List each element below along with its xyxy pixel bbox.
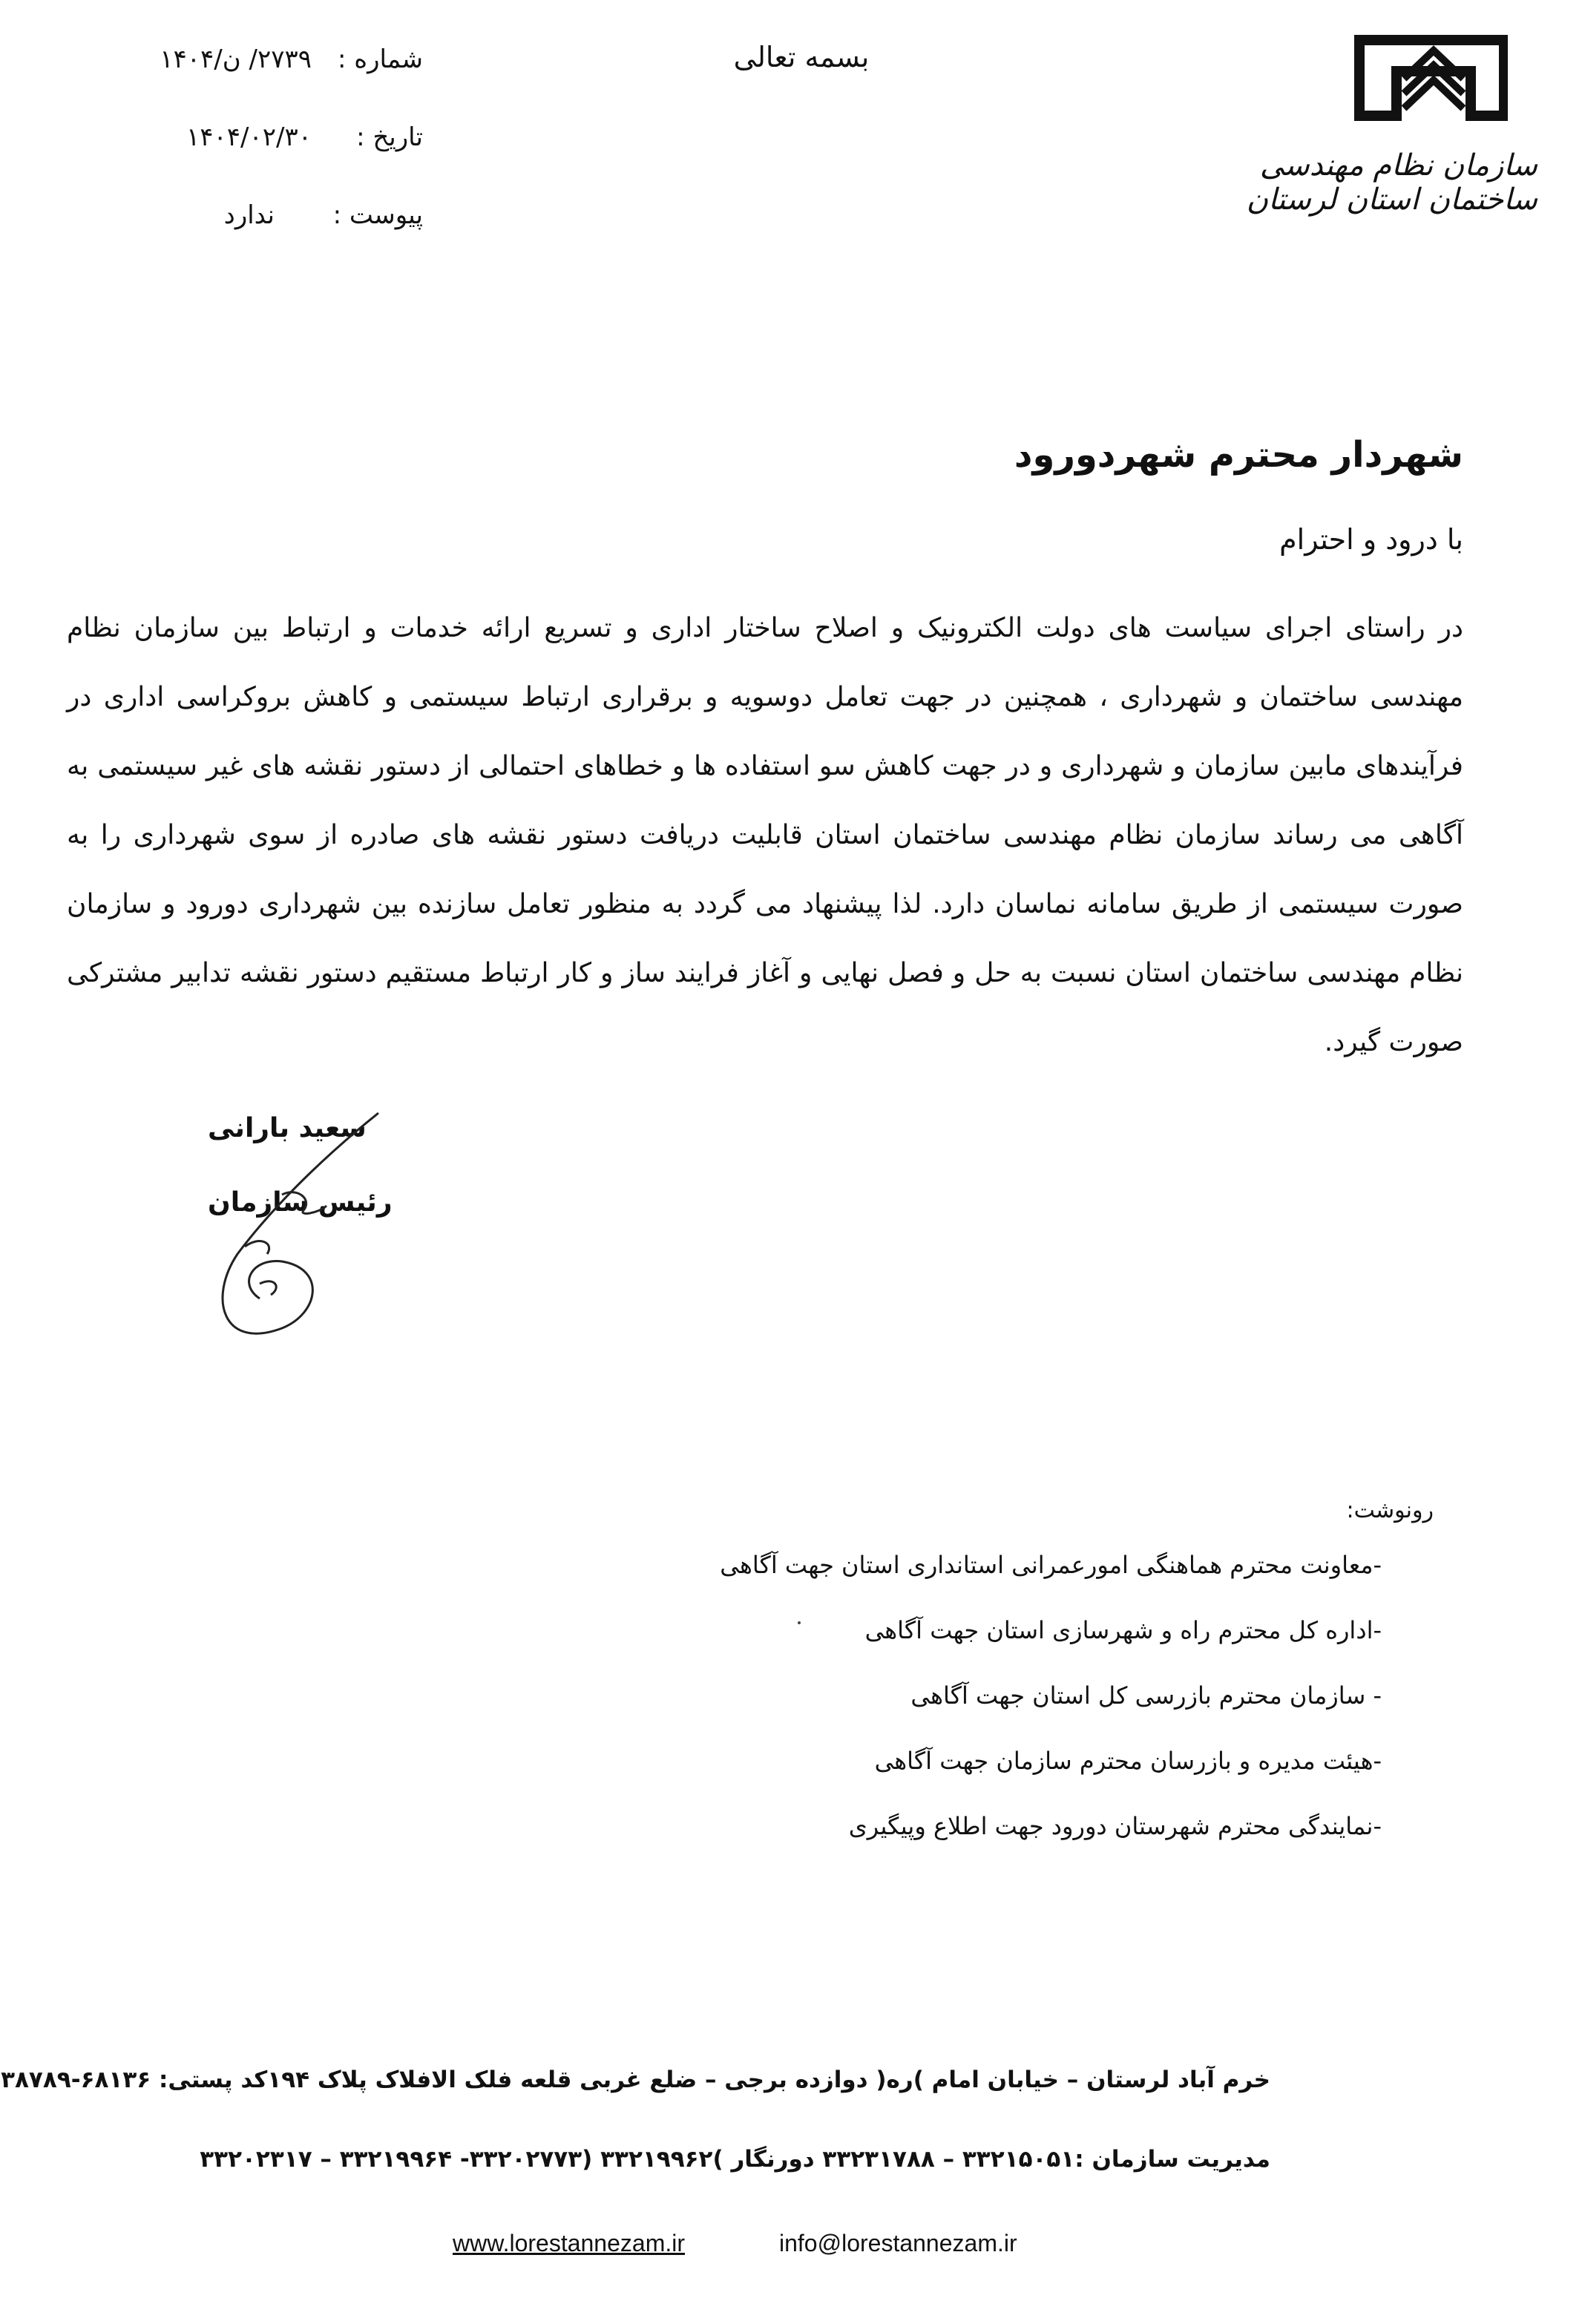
attachment-value: ندارد xyxy=(223,200,275,230)
stray-dot xyxy=(798,1621,801,1624)
recipient-heading: شهردار محترم شهردورود xyxy=(1014,434,1463,476)
footer-address: خرم آباد لرستان – خیابان امام )ره( دوازده برجی – ضلع غربی قلعه فلک الافلاک پلاک ۱۹۴کد پستی: ۶۸۱۳۶-۳۸۷۸۹ xyxy=(1,2067,1270,2093)
cc-list xyxy=(720,1551,1382,1877)
letter-attachment-row xyxy=(111,200,423,245)
cc-item: -نمایندگی محترم شهرستان دورود جهت اطلاع وپیگیری xyxy=(848,1812,1382,1840)
letter-number-row xyxy=(111,45,423,89)
letter-body: در راستای اجرای سیاست های دولت الکترونیک و اصلاح ساختار اداری و تسریع ارائه خدمات و ارتباط بین سازمان نظام مهندسی ساختمان و شهرداری ، همچنین در جهت تعامل دوسویه و برقراری ارتباط سیستمی و کاهش بروکراسی اداری در فرآیندهای مابین سازمان و شهرداری و در جهت کاهش سو استفاده ها و خطاهای احتمالی از دستور نقشه های غیر سیستمی به آگاهی می رساند سازمان نظام مهندسی ساختمان استان قابلیت دریافت دستور نقشه های صادره از سوی شهرداری را به صورت سیستمی از طریق سامانه نماسان دارد. لذا پیشنهاد می گردد به منظور تعامل سازنده بین شهرداری دورود و سازمان نظام مهندسی ساختمان استان نسبت به حل و فصل نهایی و آغاز فرایند ساز و کار ارتباط مستقیم دستور نقشه تدابیر مشترکی صورت گیرد. xyxy=(67,613,1463,1057)
organization-logo xyxy=(1352,34,1508,123)
letter-date-row xyxy=(111,122,423,167)
email-link[interactable]: info@lorestannezam.ir xyxy=(779,2230,1017,2256)
bismillah-heading: بسمه تعالی xyxy=(733,41,870,73)
handwritten-signature xyxy=(193,1083,386,1365)
attachment-label: پیوست : xyxy=(332,200,423,230)
website-link[interactable]: www.lorestannezam.ir xyxy=(453,2230,685,2256)
cc-item: -هیئت مدیره و بازرسان محترم سازمان جهت آگاهی xyxy=(874,1747,1382,1775)
signer-title: رئیس سازمان xyxy=(208,1187,393,1218)
cc-item: - سازمان محترم بازرسی کل استان جهت آگاهی xyxy=(910,1681,1382,1710)
date-value: ۱۴۰۴/۰۲/۳۰ xyxy=(186,122,312,152)
cc-item: -اداره کل محترم راه و شهرسازی استان جهت آگاهی xyxy=(864,1616,1382,1644)
footer-phones: مدیریت سازمان :۳۳۲۱۵۰۵۱ – ۳۳۲۳۱۷۸۸ دورنگار )۳۳۲۱۹۹۶۲ (۳۳۲۰۲۷۷۳- ۳۳۲۱۹۹۶۴ – ۳۳۲۰۲۳۱۷ xyxy=(200,2146,1270,2173)
cc-item: -معاونت محترم هماهنگی امورعمرانی استانداری استان جهت آگاهی xyxy=(720,1551,1382,1579)
cc-title: رونوشت: xyxy=(1346,1497,1434,1523)
number-label: شماره : xyxy=(338,45,423,74)
signer-name: سعید بارانی xyxy=(208,1113,367,1143)
number-value: ۲۷۳۹/ ن/۱۴۰۴ xyxy=(160,45,312,74)
organization-name: سازمان نظام مهندسی ساختمان استان لرستان xyxy=(1246,148,1537,217)
date-label: تاریخ : xyxy=(356,122,423,152)
greeting: با درود و احترام xyxy=(1279,523,1463,556)
